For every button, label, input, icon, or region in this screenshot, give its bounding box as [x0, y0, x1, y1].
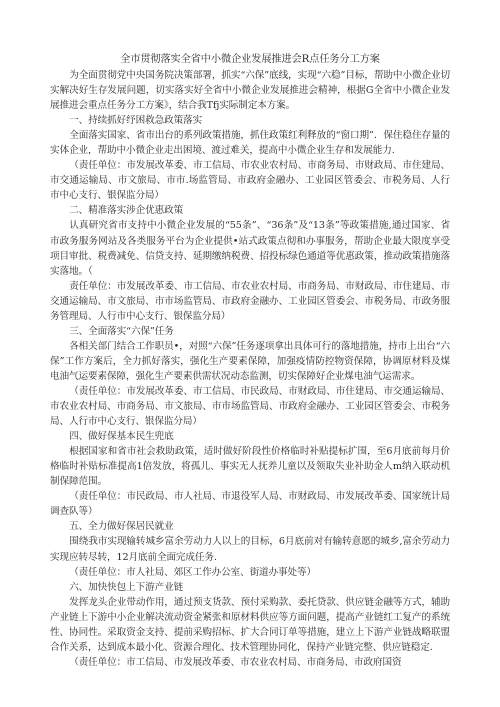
document-body [50, 68, 450, 670]
responsible-units-2: 责任单位：市发展改革委、市工信局、市农业农村局、市商务局、市财政局、市住建局、市交通运输局、市文旅局、市市场监管局、市政府金融办、工业园区管委会、市税务局、市政务服务管理局、人行市中心支行、银保监分局） [50, 280, 450, 322]
section-heading-4: 四、做好保基本民生兜底 [69, 431, 174, 443]
intro-paragraph: 为全面贯彻党中央国务院决策部署，抓实“六保”底线，实现“六稳”目标，帮助中小微企业切实解决好生存发展问题，切实落实好全省中小微企业发展推进会精神，根据G全省中小微企业发展推进会重点任务分工方案》，结合我Tfj实际制定本方案。 [50, 70, 450, 112]
section-body-3: 各相关部门结合工作职员•，对照“六保”任务逐项拿出具体可行的落地措施，持市上出台“六保”工作方案后，全力抓好落实，强化生产要素保障，加强疫情防控物资保障，协调原材料及煤电油气运要素保障，强化生产要素供需状况动态监测，切实保障好企业煤电油气运需求。 [50, 340, 450, 382]
section-body-5: 围绕我市实现输转城乡富余劳动力人以上的目标，6月底前对有输转意愿的城乡,富余劳动力实现应转尽转，12月底前全面完成任务. [50, 536, 450, 563]
section-heading-2: 二、精准落实涉企优惠政策 [69, 205, 184, 217]
section-heading-1: 一、持续抓好纾困救急政策落实 [69, 115, 203, 127]
section-heading-6: 六、加快快包上下游产业链 [69, 581, 184, 593]
section-body-4: 根据国家和省市社会救助政策，适时做好阶段性价格临时补贴提标扩围，至6月底前每月价格临时补贴标准提高1倍发放，将孤儿、事实无人抚养儿童以及领取失业补助金人m纳入联动机制保障范围。 [50, 446, 450, 488]
section-heading-5: 五、全力做好保居民就业 [69, 521, 174, 533]
responsible-units-1: （责任单位：市发展改革委、市工信局、市农业农村局、市商务局、市财政局、市住建局、市交通运输局、市文旅局、市市.场监管局、市政府金融办、工业园区管委会、市税务局、人行市中心支行、银保监分局） [50, 160, 450, 202]
section-heading-3: 三、全面落实“六保”任务 [69, 325, 174, 337]
section-body-1: 全面落实国家、省市出台的系列政策措施，抓住政策红利释放的“窗口期”．保住稳住存量的实体企业，帮助中小微企业走出困境、渡过难关，提高中小微企业生存和发展能力. [50, 130, 450, 157]
responsible-units-6: （责任单位：市工信局、市发展改革委、市农业农村局、市商务局、市政府国资 [69, 656, 402, 668]
responsible-units-5: （责任单位：市人社局、郊区工作办公室、街道办事处等） [69, 566, 317, 578]
section-body-6: 发挥龙头企业带动作用，通过预支货款、预付采购款、委托贷款、供应链金融等方式，辅助产业链上下游中小企业解决流动资金紧张和原材料供应等方面问题，提高产业链红工复产的系统性、协同性。采取资金支持、提前采购招标、扩大合同订单等措施，建立上下游产业链战略联盟合作关系，达到成本最小化、资源合理化、技术管理协同化，保持产业链完整、供应链稳定. [50, 596, 450, 653]
responsible-units-3: （责任单位：市发展改革委、市工信局、市民政局、市财政局、市住建局、市交通运输局、市农业农村局、市商务局、市文旅局、市市场监管局、市政府金融办、工业园区管委会、市税务局、人行市中心支行、银保监分局） [50, 385, 450, 428]
document-title: 全市贯彻落实全省中小微企业发展推进会R点任务分工方案 [120, 54, 380, 65]
responsible-units-4: （责任单位：市民政局、市人社局、市退役军人局、市财政局、市发展改革委、国家统计局调查队等） [50, 491, 450, 518]
section-body-2: 认真研究省市支持中小微企业发展的“55条”、“36条”及“13条”等政策措施,通过国家、省市政务服务网站及各类服务平台为企业提供•站式政策点彻和办事服务，帮助企业最大限度享受项目审批、税费减免、信贷支持、延期缴纳税费、招投标绿色通道等优惠政策，推动政策措施落实落地。（ [50, 220, 450, 277]
